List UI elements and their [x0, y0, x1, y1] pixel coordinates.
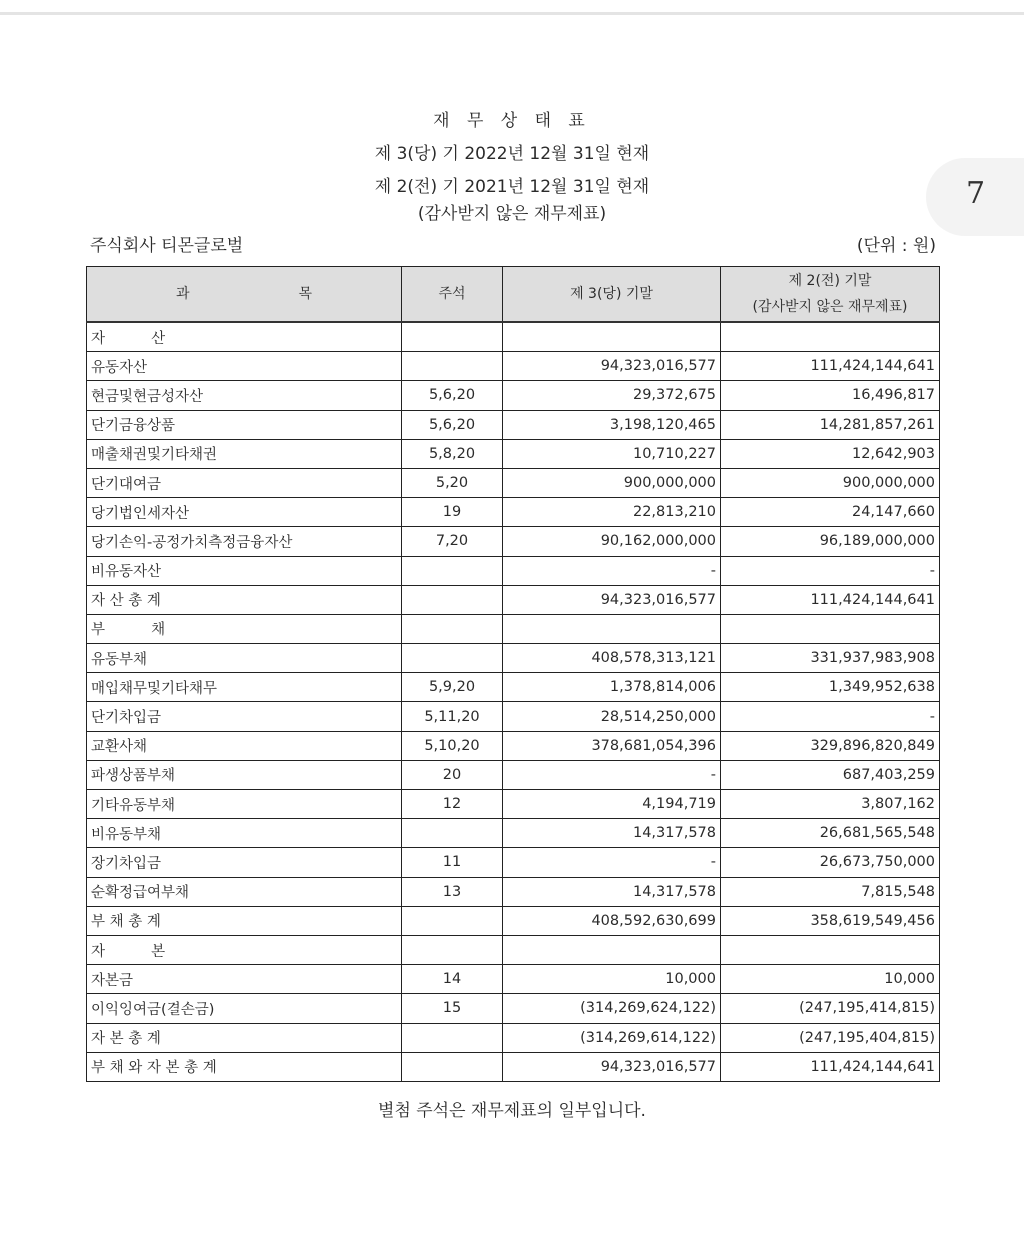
row-note-ref: 19 — [402, 498, 503, 527]
company-name: 주식회사 티몬글로벌 — [90, 236, 244, 256]
row-note-ref: 5,9,20 — [402, 673, 503, 702]
document-title: 재 무 상 태 표 — [433, 111, 591, 131]
table-row — [87, 673, 940, 702]
column-header-item-right: 목 — [298, 286, 312, 302]
row-prior-value: 14,281,857,261 — [721, 410, 940, 439]
row-current-value — [503, 614, 721, 643]
column-header-item-left: 과 — [176, 286, 190, 302]
row-prior-value: 24,147,660 — [721, 498, 940, 527]
row-current-value: 900,000,000 — [503, 468, 721, 497]
row-item-label: 부 채 — [87, 614, 402, 643]
balance-sheet-table — [86, 266, 940, 1082]
row-note-ref: 14 — [402, 965, 503, 994]
table-row — [87, 585, 940, 614]
period-prior: 제 2(전) 기 2021년 12월 31일 현재 — [374, 177, 650, 197]
row-item-label: 매출채권및기타채권 — [87, 439, 402, 468]
top-divider — [0, 12, 1024, 15]
table-row — [87, 790, 940, 819]
table-row — [87, 614, 940, 643]
row-prior-value: 1,349,952,638 — [721, 673, 940, 702]
column-header-prior — [721, 267, 940, 323]
row-item-label: 자 산 총 계 — [87, 585, 402, 614]
row-prior-value: - — [721, 702, 940, 731]
row-note-ref — [402, 906, 503, 935]
row-item-label: 자 산 — [87, 322, 402, 352]
row-item-label: 자 본 총 계 — [87, 1023, 402, 1052]
column-header-item — [87, 267, 402, 323]
row-note-ref: 5,20 — [402, 468, 503, 497]
row-current-value: (314,269,624,122) — [503, 994, 721, 1023]
row-item-label: 유동자산 — [87, 352, 402, 381]
table-row — [87, 322, 940, 352]
row-note-ref: 12 — [402, 790, 503, 819]
row-item-label: 비유동부채 — [87, 819, 402, 848]
row-current-value: 94,323,016,577 — [503, 585, 721, 614]
row-prior-value — [721, 614, 940, 643]
row-current-value: 1,378,814,006 — [503, 673, 721, 702]
row-item-label: 순확정급여부채 — [87, 877, 402, 906]
row-prior-value: 26,673,750,000 — [721, 848, 940, 877]
row-note-ref — [402, 1052, 503, 1081]
row-prior-value: 7,815,548 — [721, 877, 940, 906]
row-current-value: 90,162,000,000 — [503, 527, 721, 556]
row-current-value: - — [503, 760, 721, 789]
row-prior-value: 687,403,259 — [721, 760, 940, 789]
column-header-current: 제 3(당) 기말 — [503, 267, 721, 323]
table-row — [87, 848, 940, 877]
row-current-value: 29,372,675 — [503, 381, 721, 410]
footer-note: 별첨 주석은 재무제표의 일부입니다. — [378, 1101, 646, 1121]
row-note-ref — [402, 935, 503, 964]
row-item-label: 단기금융상품 — [87, 410, 402, 439]
row-note-ref: 5,6,20 — [402, 410, 503, 439]
row-note-ref — [402, 322, 503, 352]
row-note-ref: 15 — [402, 994, 503, 1023]
table-row — [87, 906, 940, 935]
period-current: 제 3(당) 기 2022년 12월 31일 현재 — [374, 144, 650, 164]
row-note-ref: 11 — [402, 848, 503, 877]
row-current-value — [503, 322, 721, 352]
table-row — [87, 468, 940, 497]
row-current-value: 14,317,578 — [503, 819, 721, 848]
table-row — [87, 731, 940, 760]
page-number-badge — [926, 158, 1024, 236]
row-note-ref — [402, 1023, 503, 1052]
table-row — [87, 381, 940, 410]
row-note-ref: 5,11,20 — [402, 702, 503, 731]
table-row — [87, 877, 940, 906]
row-note-ref: 5,8,20 — [402, 439, 503, 468]
row-prior-value — [721, 935, 940, 964]
row-prior-value: 358,619,549,456 — [721, 906, 940, 935]
row-current-value: 22,813,210 — [503, 498, 721, 527]
row-current-value: - — [503, 848, 721, 877]
table-row — [87, 556, 940, 585]
row-note-ref — [402, 614, 503, 643]
row-prior-value: (247,195,404,815) — [721, 1023, 940, 1052]
row-prior-value: 111,424,144,641 — [721, 352, 940, 381]
row-prior-value: 331,937,983,908 — [721, 644, 940, 673]
row-prior-value: 111,424,144,641 — [721, 585, 940, 614]
table-row — [87, 498, 940, 527]
row-prior-value: 900,000,000 — [721, 468, 940, 497]
table-row — [87, 439, 940, 468]
row-note-ref — [402, 352, 503, 381]
row-current-value: 408,578,313,121 — [503, 644, 721, 673]
row-prior-value: 3,807,162 — [721, 790, 940, 819]
row-current-value: 4,194,719 — [503, 790, 721, 819]
row-current-value: 10,710,227 — [503, 439, 721, 468]
row-item-label: 매입채무및기타채무 — [87, 673, 402, 702]
row-item-label: 비유동자산 — [87, 556, 402, 585]
row-item-label: 장기차입금 — [87, 848, 402, 877]
row-prior-value — [721, 322, 940, 352]
table-row — [87, 965, 940, 994]
row-note-ref: 20 — [402, 760, 503, 789]
row-item-label: 당기법인세자산 — [87, 498, 402, 527]
row-note-ref — [402, 585, 503, 614]
column-header-prior-line2: (감사받지 않은 재무제표) — [752, 299, 908, 315]
row-item-label: 현금및현금성자산 — [87, 381, 402, 410]
table-row — [87, 644, 940, 673]
table-row — [87, 1052, 940, 1081]
row-item-label: 부 채 와 자 본 총 계 — [87, 1052, 402, 1081]
row-note-ref: 7,20 — [402, 527, 503, 556]
table-row — [87, 352, 940, 381]
row-note-ref — [402, 819, 503, 848]
row-current-value: - — [503, 556, 721, 585]
table-row — [87, 760, 940, 789]
row-prior-value: - — [721, 556, 940, 585]
row-item-label: 자본금 — [87, 965, 402, 994]
row-prior-value: 26,681,565,548 — [721, 819, 940, 848]
row-current-value: 3,198,120,465 — [503, 410, 721, 439]
row-item-label: 자 본 — [87, 935, 402, 964]
column-header-note: 주석 — [402, 267, 503, 323]
row-note-ref: 5,6,20 — [402, 381, 503, 410]
row-current-value: 408,592,630,699 — [503, 906, 721, 935]
row-note-ref: 13 — [402, 877, 503, 906]
row-note-ref — [402, 644, 503, 673]
table-row — [87, 994, 940, 1023]
row-current-value: 28,514,250,000 — [503, 702, 721, 731]
row-prior-value: 111,424,144,641 — [721, 1052, 940, 1081]
row-note-ref: 5,10,20 — [402, 731, 503, 760]
table-row — [87, 935, 940, 964]
column-header-prior-line1: 제 2(전) 기말 — [788, 273, 872, 289]
row-item-label: 부 채 총 계 — [87, 906, 402, 935]
row-current-value: 378,681,054,396 — [503, 731, 721, 760]
row-item-label: 단기대여금 — [87, 468, 402, 497]
row-prior-value: 12,642,903 — [721, 439, 940, 468]
page-number: 7 — [966, 176, 986, 211]
row-current-value: (314,269,614,122) — [503, 1023, 721, 1052]
row-current-value: 14,317,578 — [503, 877, 721, 906]
currency-unit: (단위 : 원) — [856, 236, 936, 256]
row-note-ref — [402, 556, 503, 585]
row-item-label: 당기손익-공정가치측정금융자산 — [87, 527, 402, 556]
row-item-label: 기타유동부채 — [87, 790, 402, 819]
table-row — [87, 1023, 940, 1052]
row-current-value — [503, 935, 721, 964]
table-row — [87, 702, 940, 731]
table-row — [87, 819, 940, 848]
table-row — [87, 527, 940, 556]
row-current-value: 94,323,016,577 — [503, 352, 721, 381]
table-row — [87, 410, 940, 439]
row-item-label: 파생상품부채 — [87, 760, 402, 789]
row-current-value: 10,000 — [503, 965, 721, 994]
row-item-label: 단기차입금 — [87, 702, 402, 731]
row-item-label: 유동부채 — [87, 644, 402, 673]
row-item-label: 이익잉여금(결손금) — [87, 994, 402, 1023]
row-prior-value: (247,195,414,815) — [721, 994, 940, 1023]
row-item-label: 교환사채 — [87, 731, 402, 760]
row-prior-value: 329,896,820,849 — [721, 731, 940, 760]
row-prior-value: 10,000 — [721, 965, 940, 994]
unaudited-note: (감사받지 않은 재무제표) — [417, 204, 607, 224]
row-prior-value: 16,496,817 — [721, 381, 940, 410]
row-prior-value: 96,189,000,000 — [721, 527, 940, 556]
table-header-row — [87, 267, 940, 323]
row-current-value: 94,323,016,577 — [503, 1052, 721, 1081]
